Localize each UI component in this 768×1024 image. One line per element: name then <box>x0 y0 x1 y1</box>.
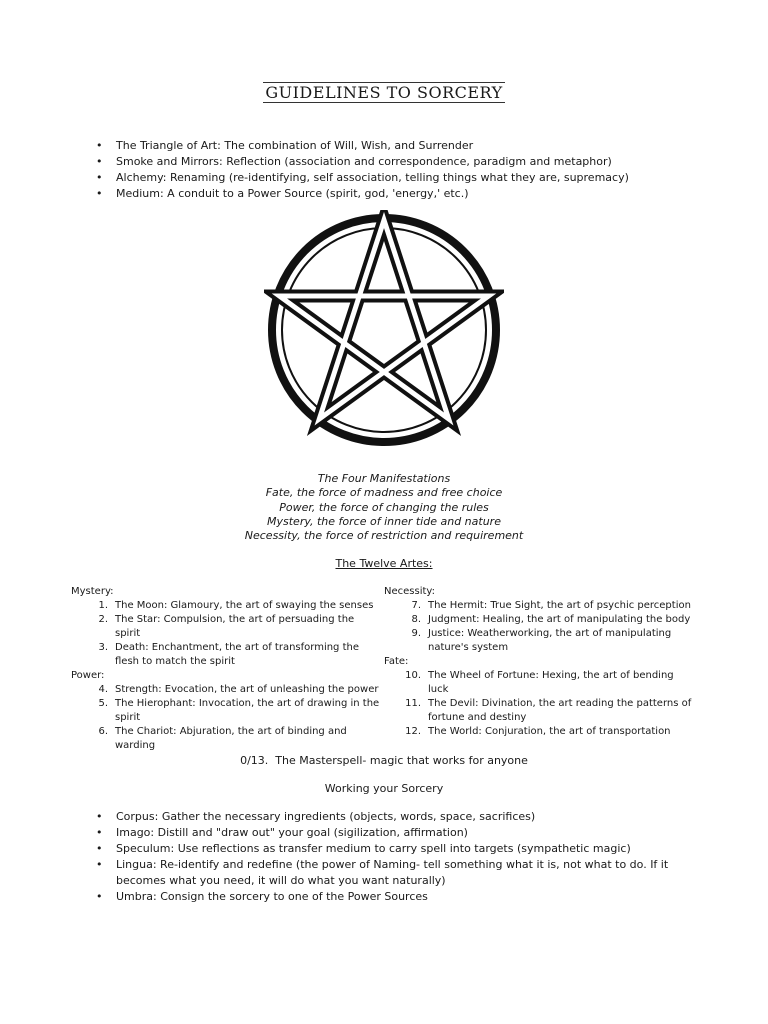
item-text: The Wheel of Fortune: Hexing, the art of bending luck <box>428 670 674 695</box>
item-text: The Star: Compulsion, the art of persuading the spirit <box>115 614 355 639</box>
list-item <box>71 683 381 697</box>
item-text: The Hierophant: Invocation, the art of drawing in the spirit <box>115 698 380 723</box>
item-number: 10. <box>405 670 421 681</box>
list-item <box>384 697 694 725</box>
artes-group-mystery <box>71 585 381 669</box>
pentacle-icon <box>264 210 504 450</box>
item-number: 4. <box>98 684 108 695</box>
list-item: • Speculum: Use reflections as transfer medium to carry spell into targets (sympathetic magic) <box>96 841 696 857</box>
group-label: Mystery: <box>71 586 114 597</box>
list-item <box>384 669 694 697</box>
group-label: Fate: <box>384 656 409 667</box>
item-text: Death: Enchantment, the art of transforming the flesh to match the spirit <box>115 642 359 667</box>
list-item <box>71 613 381 641</box>
list-item: • Umbra: Consign the sorcery to one of the Power Sources <box>96 889 696 905</box>
item-number: 11. <box>405 698 421 709</box>
item-text: The World: Conjuration, the art of transportation <box>428 726 671 737</box>
manifestation-line: Necessity, the force of restriction and requirement <box>244 529 524 543</box>
artes-group-fate <box>384 655 694 739</box>
item-number: 5. <box>98 698 108 709</box>
list-item <box>71 697 381 725</box>
item-number: 1. <box>98 600 108 611</box>
pentacle-inner-circle <box>282 228 486 432</box>
item-text: The Devil: Divination, the art reading the patterns of fortune and destiny <box>428 698 692 723</box>
list-item: • Medium: A conduit to a Power Source (spirit, god, 'energy,' etc.) <box>96 186 696 202</box>
manifestations-heading: The Four Manifestations <box>317 472 451 485</box>
artes-left-column <box>71 585 381 753</box>
list-item <box>384 725 694 739</box>
item-number: 9. <box>411 628 421 639</box>
manifestation-line: Fate, the force of madness and free choice <box>265 486 503 500</box>
list-item <box>384 599 694 613</box>
list-item <box>71 641 381 669</box>
manifestation-line: Mystery, the force of inner tide and nature <box>267 514 501 528</box>
list-item: • Smoke and Mirrors: Reflection (association and correspondence, paradigm and metaphor) <box>96 154 696 170</box>
item-number: 12. <box>405 726 421 737</box>
twelve-artes-title: The Twelve Artes: <box>335 557 433 570</box>
list-item <box>71 725 381 753</box>
item-text: The Moon: Glamoury, the art of swaying the senses <box>115 600 374 611</box>
intro-bullet-list <box>96 138 696 202</box>
working-sorcery-title: Working your Sorcery <box>324 782 444 795</box>
list-item <box>384 613 694 627</box>
list-item: • Alchemy: Renaming (re-identifying, self association, telling things what they are, supremacy) <box>96 170 696 186</box>
item-text: Strength: Evocation, the art of unleashing the power <box>115 684 379 695</box>
item-number: 2. <box>98 614 108 625</box>
list-item: • Lingua: Re-identify and redefine (the power of Naming- tell something what it is, not what to do. If it becomes what you need, it will do what you want naturally) <box>96 857 696 889</box>
item-number: 7. <box>411 600 421 611</box>
artes-group-necessity <box>384 585 694 655</box>
working-bullet-list <box>96 809 696 905</box>
group-label: Power: <box>71 670 105 681</box>
document-title <box>0 82 768 103</box>
four-manifestations <box>0 472 768 543</box>
list-item <box>71 599 381 613</box>
list-item: • Imago: Distill and "draw out" your goal (sigilization, affirmation) <box>96 825 696 841</box>
pentacle-outer-circle <box>272 218 496 442</box>
list-item: • The Triangle of Art: The combination of Will, Wish, and Surrender <box>96 138 696 154</box>
list-item <box>384 627 694 655</box>
item-text: The Chariot: Abjuration, the art of binding and warding <box>115 726 347 751</box>
item-text: The Hermit: True Sight, the art of psychic perception <box>428 600 691 611</box>
artes-group-power <box>71 669 381 753</box>
item-number: 3. <box>98 642 108 653</box>
item-text: Judgment: Healing, the art of manipulating the body <box>428 614 691 625</box>
artes-right-column <box>384 585 694 739</box>
item-number: 6. <box>98 726 108 737</box>
item-text: Justice: Weatherworking, the art of manipulating nature's system <box>428 628 672 653</box>
item-number: 8. <box>411 614 421 625</box>
document-title-text: GUIDELINES TO SORCERY <box>265 83 503 102</box>
manifestation-line: Power, the force of changing the rules <box>279 500 489 514</box>
group-label: Necessity: <box>384 586 435 597</box>
list-item: • Corpus: Gather the necessary ingredients (objects, words, space, sacrifices) <box>96 809 696 825</box>
masterspell-line: 0/13. The Masterspell- magic that works for anyone <box>240 754 528 767</box>
